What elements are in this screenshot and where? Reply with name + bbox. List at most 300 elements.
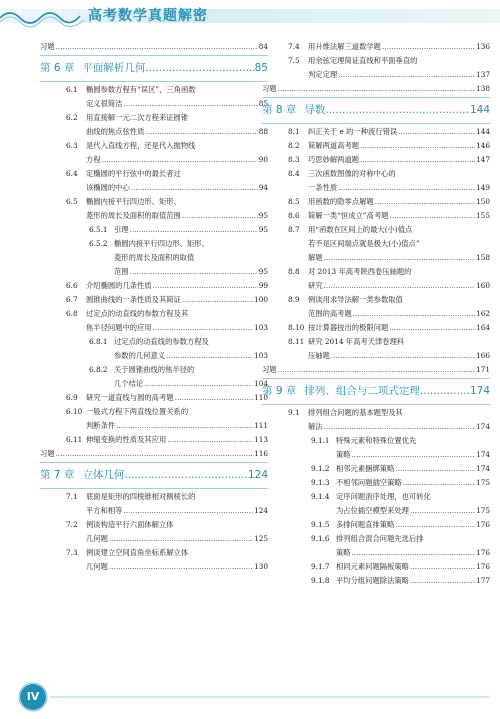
dot-leader <box>360 139 475 153</box>
section-title-text: 关于圆锥曲线的焦半径的 <box>114 365 195 374</box>
section-page: 104 <box>254 379 268 388</box>
toc-entry <box>40 391 268 405</box>
chapter-number: 第 6 章 <box>40 62 75 74</box>
dot-leader <box>324 251 475 265</box>
section-title-line <box>308 209 490 223</box>
section-title-text: 范围的高考题 <box>308 309 352 318</box>
section-title-line <box>86 504 268 518</box>
chapter-divider <box>262 123 490 124</box>
section-title-line <box>86 111 268 125</box>
section-title-line <box>336 574 490 588</box>
section-title-line <box>308 181 490 195</box>
header-wave-decoration <box>0 4 90 30</box>
section-number: 6.8.1 <box>89 337 108 346</box>
toc-entry <box>262 293 490 321</box>
dot-leader <box>130 265 258 279</box>
section-title-text: 排列组合混合问题先选后排 <box>336 534 424 543</box>
section-page: 103 <box>254 351 268 360</box>
section-title-line <box>308 167 490 181</box>
chapter-page: 144 <box>469 104 490 116</box>
section-page: 113 <box>254 435 268 444</box>
section-page: 174 <box>476 450 490 459</box>
section-title <box>86 405 268 433</box>
section-number: 8.4 <box>288 169 300 178</box>
toc-entry <box>262 139 490 153</box>
section-title-line <box>86 167 268 181</box>
section-page: 88 <box>258 127 268 136</box>
section-title-text: 对 2013 年高考陕西卷压轴题的 <box>308 267 412 276</box>
section-title <box>40 447 268 461</box>
section-page: 162 <box>476 309 490 318</box>
dot-leader <box>389 321 475 335</box>
section-title-line <box>308 153 490 167</box>
toc-entry <box>262 153 490 167</box>
section-number: 6.7 <box>66 295 78 304</box>
dot-leader <box>410 560 475 574</box>
section-title-text: 研究 <box>308 281 323 290</box>
section-title-line <box>308 223 490 237</box>
section-title-text: 是代入直线方程，还是代入抛物线 <box>86 141 196 150</box>
toc-entry <box>262 265 490 293</box>
section-number: 6.2 <box>66 113 78 122</box>
section-number: 8.5 <box>288 197 300 206</box>
toc-entry <box>40 307 268 335</box>
section-title-line <box>86 546 268 560</box>
dot-leader <box>56 447 253 461</box>
section-title-text: 平均分组问题除法策略 <box>336 576 409 585</box>
section-title-text: 例谈用求导法解一类参数取值 <box>308 295 403 304</box>
section-title-line <box>114 251 268 265</box>
section-page: 171 <box>476 365 490 374</box>
section-title-text: 研究 2014 年高考天津卷理科 <box>308 337 405 346</box>
toc-entry <box>262 406 490 434</box>
section-number: 8.6 <box>288 211 300 220</box>
footer-rule <box>50 696 490 698</box>
section-title <box>86 139 268 167</box>
section-number: 8.1 <box>288 127 300 136</box>
section-title <box>308 125 490 139</box>
section-title-text: 用升维法解三道数学题 <box>308 42 381 51</box>
dot-leader <box>395 518 475 532</box>
section-title-text: 用余弦定理简证直线和平面垂直的 <box>308 56 418 65</box>
section-title-text: 相同元素问题隔板策略 <box>336 562 409 571</box>
dot-leader <box>338 181 475 195</box>
section-title-line <box>336 532 490 546</box>
section-title-text: 一条性质 <box>308 183 338 192</box>
section-title-line <box>308 139 490 153</box>
section-page: 95 <box>258 267 268 276</box>
section-title-line <box>86 419 268 433</box>
section-page: 100 <box>254 295 268 304</box>
section-title-line <box>86 181 268 195</box>
dot-leader <box>175 391 254 405</box>
section-title-line <box>86 83 268 97</box>
dot-leader <box>102 153 258 167</box>
section-number: 8.2 <box>288 141 300 150</box>
section-title-text: 用直接解一元二次方程来证圆锥 <box>86 113 189 122</box>
section-title <box>86 546 268 574</box>
section-title-text: 纠正关于 e 的一种流行错误 <box>308 127 398 136</box>
section-title <box>86 195 268 223</box>
section-title-line <box>114 349 268 363</box>
section-title <box>336 518 490 532</box>
toc-entry <box>40 405 268 433</box>
section-title-line <box>308 265 490 279</box>
section-page: 174 <box>476 422 490 431</box>
section-title-line <box>86 560 268 574</box>
toc-entry <box>40 546 268 574</box>
section-title-line <box>86 153 268 167</box>
section-title <box>86 518 268 546</box>
section-title-text: 方程 <box>86 155 101 164</box>
section-page: 176 <box>476 562 490 571</box>
section-title <box>308 167 490 195</box>
dot-leader <box>331 349 475 363</box>
section-title-line <box>308 420 490 434</box>
section-title-text: 底面是矩形的四棱锥相对侧棱长的 <box>86 492 196 501</box>
chapter-divider <box>40 462 268 463</box>
toc-entry <box>262 462 490 476</box>
section-title-text: 平方和相等 <box>86 506 123 515</box>
section-title-text: 几个结论 <box>114 379 144 388</box>
section-page: 149 <box>476 183 490 192</box>
section-title-line <box>262 82 490 96</box>
section-page: 175 <box>476 478 490 487</box>
chapter-title: 排列、组合与二项式定理 <box>304 385 420 397</box>
section-title <box>308 265 490 293</box>
section-title <box>40 40 268 54</box>
section-title <box>86 490 268 518</box>
dot-leader <box>153 321 253 335</box>
section-title <box>86 167 268 195</box>
section-title-text: 椭圆内接平行四边形、矩形、 <box>114 239 209 248</box>
section-number: 6.1 <box>66 85 78 94</box>
toc-entry <box>40 223 268 237</box>
section-title <box>114 335 268 363</box>
section-number: 9.1 <box>288 408 300 417</box>
section-title <box>86 433 268 447</box>
section-title <box>336 434 490 462</box>
section-page: 150 <box>476 197 490 206</box>
toc-entry <box>262 125 490 139</box>
section-title-text: 用函数的隐零点解题 <box>308 197 374 206</box>
chapter-title: 立体几何 <box>82 469 125 481</box>
section-title-text: 巧思妙解两道题 <box>308 155 360 164</box>
section-title-line <box>308 293 490 307</box>
section-title-text: 曲线的焦点弦性质 <box>86 127 145 136</box>
dot-leader <box>403 476 475 490</box>
section-title-text: 习题 <box>262 365 277 374</box>
section-title <box>86 279 268 293</box>
section-title-line <box>86 97 268 111</box>
section-number: 8.11 <box>288 337 305 346</box>
section-title-line <box>40 40 268 54</box>
section-title-text: 排列组合问题的基本题型及其 <box>308 408 403 417</box>
section-page: 175 <box>476 506 490 515</box>
section-title-text: 不相邻问题插空策略 <box>336 478 402 487</box>
section-title-line <box>308 321 490 335</box>
section-title-text: 引理 <box>114 225 129 234</box>
section-title <box>308 54 490 82</box>
section-title-line <box>86 125 268 139</box>
section-title-text: 相邻元素捆绑策略 <box>336 464 395 473</box>
section-title-text: 几何题 <box>86 534 108 543</box>
section-page: 160 <box>476 281 490 290</box>
dot-leader <box>395 462 475 476</box>
toc-entry <box>40 111 268 139</box>
dot-leader <box>167 433 253 447</box>
section-number: 9.1.3 <box>311 478 330 487</box>
toc-entry <box>262 363 490 377</box>
section-title-text: 过定点的动直线的参数方程及 <box>114 337 209 346</box>
dot-leader <box>360 153 475 167</box>
section-title-line <box>114 335 268 349</box>
dot-leader <box>123 504 253 518</box>
toc-entry <box>262 167 490 195</box>
toc-entry <box>262 476 490 490</box>
dot-leader <box>410 504 475 518</box>
toc-entry <box>40 40 268 54</box>
dot-leader <box>375 195 475 209</box>
dot-leader <box>123 97 257 111</box>
section-title-text: 若不是区间端点就是极大(小)值点” <box>308 239 420 248</box>
section-title-text: 菱形的周长及面积的取值范围 <box>86 211 181 220</box>
section-title-line <box>336 476 490 490</box>
section-title-text: 判断条件 <box>86 421 116 430</box>
section-title-line <box>336 518 490 532</box>
toc-entry <box>40 363 268 391</box>
section-page: 116 <box>254 449 268 458</box>
section-number: 7.4 <box>288 42 300 51</box>
toc-entry <box>262 195 490 209</box>
section-title-line <box>308 307 490 321</box>
chapter-divider <box>262 404 490 405</box>
section-title-text: 解法 <box>308 422 323 431</box>
section-title-text: 习题 <box>262 84 277 93</box>
section-title-text: 特殊元素和特殊位置优先 <box>336 436 417 445</box>
toc-entry <box>262 532 490 560</box>
section-number: 9.1.2 <box>311 464 330 473</box>
section-title-line <box>336 560 490 574</box>
dot-leader <box>324 279 475 293</box>
section-page: 155 <box>476 211 490 220</box>
toc-entry <box>40 293 268 307</box>
section-page: 125 <box>254 534 268 543</box>
section-title-line <box>114 377 268 391</box>
section-title-line <box>86 209 268 223</box>
section-title-line <box>308 279 490 293</box>
toc-entry <box>40 335 268 363</box>
section-number: 6.8.2 <box>89 365 108 374</box>
section-title <box>336 560 490 574</box>
toc-entry <box>262 518 490 532</box>
section-title-text: 简解一类“恒成立”高考题 <box>308 211 389 220</box>
section-number: 6.3 <box>66 141 78 150</box>
toc-chapter-heading <box>40 465 268 487</box>
toc-entry <box>40 447 268 461</box>
section-page: 138 <box>476 84 490 93</box>
section-page: 164 <box>476 323 490 332</box>
toc-entry <box>262 209 490 223</box>
dot-leader <box>420 381 470 401</box>
section-title <box>262 82 490 96</box>
dot-leader <box>109 532 253 546</box>
section-number: 7.5 <box>288 56 300 65</box>
section-title <box>262 363 490 377</box>
chapter-divider <box>40 55 268 56</box>
toc-entry <box>262 434 490 462</box>
section-title-text: 研究一道直线与圆的高考题 <box>86 393 174 402</box>
section-title-text: 介绍椭圆的几条性质 <box>86 281 152 290</box>
section-title <box>308 293 490 321</box>
section-page: 94 <box>258 183 268 192</box>
section-title-text: 按计算器按出的极限问题 <box>308 323 389 332</box>
toc-entry <box>262 335 490 363</box>
section-page: 136 <box>476 42 490 51</box>
toc-entry <box>262 82 490 96</box>
section-page: 166 <box>476 351 490 360</box>
section-title-text: 菱形的周长及面积的取值 <box>114 253 195 262</box>
section-title-text: 解题 <box>308 253 323 262</box>
section-page: 111 <box>254 421 268 430</box>
section-page: 174 <box>476 464 490 473</box>
section-title-text: 圆锥曲线的一条性质及其简证 <box>86 295 181 304</box>
section-title <box>86 111 268 139</box>
dot-leader <box>56 40 258 54</box>
toc-entry <box>40 83 268 111</box>
section-title-text: 策略 <box>336 450 351 459</box>
chapter-title: 导数 <box>304 104 326 116</box>
section-number: 6.5.2 <box>89 239 108 248</box>
section-title-line <box>336 462 490 476</box>
toc-entry <box>40 433 268 447</box>
dot-leader <box>353 307 475 321</box>
section-page: 110 <box>254 393 268 402</box>
toc-chapter-heading <box>262 381 490 403</box>
toc-entry <box>40 279 268 293</box>
toc-entry <box>40 167 268 195</box>
section-page: 103 <box>254 323 268 332</box>
section-title-text: 参数的几何意义 <box>114 351 166 360</box>
toc-entry <box>40 237 268 279</box>
section-title <box>308 321 490 335</box>
section-title-line <box>86 195 268 209</box>
dot-leader <box>131 181 258 195</box>
section-page: 158 <box>476 253 490 262</box>
section-title-text: 过定点的动直线的参数方程及其 <box>86 309 189 318</box>
dot-leader <box>324 420 475 434</box>
section-page: 99 <box>258 281 268 290</box>
toc-entry <box>262 223 490 265</box>
section-title-line <box>308 68 490 82</box>
section-number: 9.1.8 <box>311 576 330 585</box>
section-title-line <box>86 405 268 419</box>
dot-leader <box>382 40 475 54</box>
toc-entry <box>262 574 490 588</box>
section-number: 9.1.7 <box>311 562 330 571</box>
section-title-line <box>308 195 490 209</box>
section-page: 95 <box>258 211 268 220</box>
dot-leader <box>278 82 475 96</box>
toc-entry <box>262 560 490 574</box>
dot-leader <box>352 546 475 560</box>
dot-leader <box>130 223 258 237</box>
chapter-title: 平面解析几何 <box>82 62 146 74</box>
section-page: 137 <box>476 70 490 79</box>
section-page: 177 <box>476 576 490 585</box>
section-number: 9.1.1 <box>311 436 330 445</box>
section-title <box>336 462 490 476</box>
section-title-line <box>308 237 490 251</box>
section-title-text: 伸缩变换的性质及其应用 <box>86 435 167 444</box>
section-title-line <box>308 335 490 349</box>
section-number: 6.5.1 <box>89 225 108 234</box>
section-title-text: 例谈建立空间直角坐标系解立体 <box>86 548 189 557</box>
page-footer <box>0 676 500 719</box>
section-title-text: 压轴题 <box>308 351 330 360</box>
toc-right-column <box>262 40 490 588</box>
toc-entry <box>40 490 268 518</box>
section-title-line <box>308 406 490 420</box>
section-page: 130 <box>254 562 268 571</box>
section-title-text: 椭圆参数方程有“误区”，三角函数 <box>86 85 196 94</box>
section-title <box>86 391 268 405</box>
chapter-divider <box>40 488 268 489</box>
section-number: 7.2 <box>66 520 78 529</box>
section-title-line <box>308 349 490 363</box>
section-title-text: 几何题 <box>86 562 108 571</box>
section-page: 176 <box>476 520 490 529</box>
toc-entry <box>262 321 490 335</box>
section-title-line <box>86 433 268 447</box>
section-title-text: 定椭圆的平行弦中的最长者过 <box>86 169 181 178</box>
dot-leader <box>153 279 258 293</box>
chapter-number: 第 7 章 <box>40 469 75 481</box>
page-number: IV <box>26 690 40 703</box>
section-title <box>308 139 490 153</box>
section-title-line <box>308 251 490 265</box>
section-number: 8.7 <box>288 225 300 234</box>
section-page: 124 <box>254 506 268 515</box>
dot-leader <box>144 377 253 391</box>
toc-entry <box>262 490 490 518</box>
section-title-text: 定序问题消序处理，也可转化 <box>336 492 431 501</box>
toc-entry <box>262 40 490 54</box>
section-title-text: 习题 <box>40 449 55 458</box>
section-number: 7.3 <box>66 548 78 557</box>
section-title-line <box>40 447 268 461</box>
toc-chapter-heading <box>262 100 490 122</box>
section-title-line <box>86 293 268 307</box>
section-title-line <box>86 532 268 546</box>
section-title-text: 焦半径问题中的应用 <box>86 323 152 332</box>
section-title-line <box>336 504 490 518</box>
chapter-page: 124 <box>247 469 268 481</box>
dot-leader <box>325 100 470 120</box>
section-title-line <box>114 265 268 279</box>
toc-left-column <box>40 40 268 574</box>
section-title-text: 该椭圆的中心 <box>86 183 130 192</box>
chapter-number: 第 8 章 <box>262 104 297 116</box>
dot-leader <box>278 363 475 377</box>
section-page: 95 <box>258 225 268 234</box>
chapter-page: 85 <box>254 62 268 74</box>
section-number: 6.4 <box>66 169 78 178</box>
section-title <box>86 293 268 307</box>
toc-entry <box>40 518 268 546</box>
section-title <box>308 153 490 167</box>
dot-leader <box>116 419 253 433</box>
